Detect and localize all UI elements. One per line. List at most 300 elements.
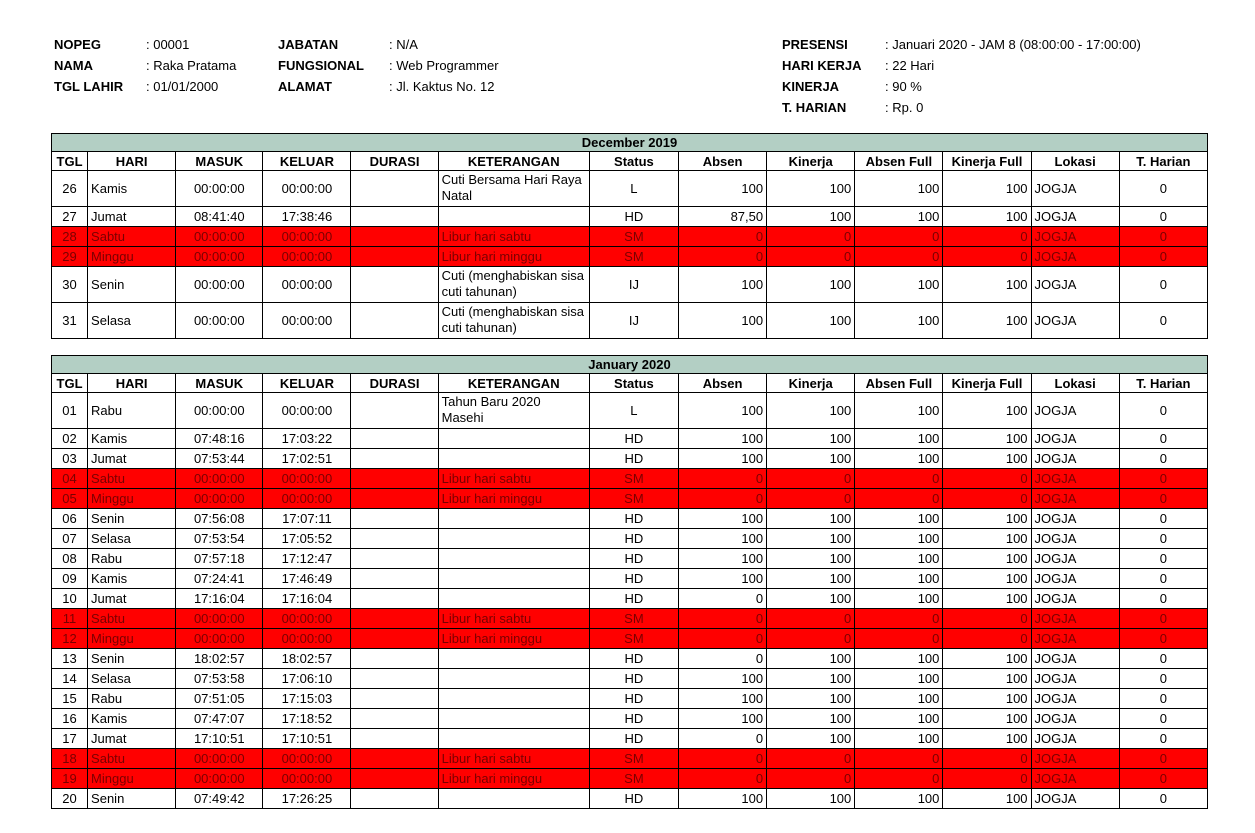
kinerja-full-cell: 100: [943, 449, 1031, 469]
masuk-cell: 07:48:16: [176, 429, 263, 449]
kinerja-full-cell: 100: [943, 303, 1031, 339]
absen-cell: 100: [678, 449, 766, 469]
keterangan-cell: [438, 529, 589, 549]
absen-cell: 100: [678, 549, 766, 569]
tgl-cell: 06: [52, 509, 88, 529]
hari-cell: Senin: [88, 649, 176, 669]
masuk-cell: 00:00:00: [176, 769, 263, 789]
lokasi-cell: JOGJA: [1031, 227, 1119, 247]
kinerja-cell: 0: [767, 769, 855, 789]
table-row: [52, 609, 1208, 629]
kinerja-full-cell: 100: [943, 529, 1031, 549]
t-harian-cell: 0: [1119, 393, 1207, 429]
hari-cell: Jumat: [88, 449, 176, 469]
status-cell: SM: [589, 247, 678, 267]
status-cell: HD: [589, 529, 678, 549]
masuk-cell: 18:02:57: [176, 649, 263, 669]
hari-cell: Senin: [88, 267, 176, 303]
lokasi-cell: JOGJA: [1031, 171, 1119, 207]
kinerja-cell: 100: [767, 549, 855, 569]
absen-full-cell: 100: [855, 429, 943, 449]
keterangan-cell: [438, 207, 589, 227]
employee-info-left: [54, 36, 236, 99]
alamat-label: ALAMAT: [278, 79, 332, 94]
column-header: Lokasi: [1031, 374, 1119, 393]
tgl-cell: 28: [52, 227, 88, 247]
keterangan-cell: Libur hari sabtu: [438, 227, 589, 247]
status-cell: HD: [589, 649, 678, 669]
status-cell: IJ: [589, 267, 678, 303]
kinerja-cell: 0: [767, 469, 855, 489]
hari-cell: Sabtu: [88, 469, 176, 489]
absen-full-cell: 100: [855, 529, 943, 549]
absen-full-cell: 100: [855, 207, 943, 227]
lokasi-cell: JOGJA: [1031, 789, 1119, 809]
lokasi-cell: JOGJA: [1031, 529, 1119, 549]
table-row: [52, 729, 1208, 749]
lokasi-cell: JOGJA: [1031, 769, 1119, 789]
table-row: [52, 769, 1208, 789]
kinerja-full-cell: 0: [943, 629, 1031, 649]
kinerja-full-cell: 0: [943, 489, 1031, 509]
table-row: [52, 449, 1208, 469]
kinerja-cell: 100: [767, 729, 855, 749]
column-header: Absen Full: [855, 152, 943, 171]
keterangan-cell: Cuti Bersama Hari Raya Natal: [438, 171, 589, 207]
t-harian-cell: 0: [1119, 529, 1207, 549]
hari-cell: Jumat: [88, 729, 176, 749]
hari-cell: Kamis: [88, 709, 176, 729]
tgl-cell: 05: [52, 489, 88, 509]
keluar-cell: 17:02:51: [263, 449, 351, 469]
table-row: [52, 227, 1208, 247]
lokasi-cell: JOGJA: [1031, 689, 1119, 709]
kinerja-full-cell: 0: [943, 749, 1031, 769]
lokasi-cell: JOGJA: [1031, 207, 1119, 227]
column-header: Lokasi: [1031, 152, 1119, 171]
hari-cell: Selasa: [88, 529, 176, 549]
keterangan-cell: Cuti (menghabiskan sisa cuti tahunan): [438, 303, 589, 339]
t-harian-cell: 0: [1119, 489, 1207, 509]
lokasi-cell: JOGJA: [1031, 393, 1119, 429]
table-row: [52, 529, 1208, 549]
masuk-cell: 00:00:00: [176, 247, 263, 267]
t-harian-cell: 0: [1119, 749, 1207, 769]
keluar-cell: 00:00:00: [263, 227, 351, 247]
status-cell: HD: [589, 549, 678, 569]
keluar-cell: 17:15:03: [263, 689, 351, 709]
status-cell: HD: [589, 429, 678, 449]
kinerja-full-cell: 100: [943, 429, 1031, 449]
table-row: [52, 469, 1208, 489]
absen-full-cell: 0: [855, 769, 943, 789]
status-cell: HD: [589, 569, 678, 589]
tgl-cell: 09: [52, 569, 88, 589]
absen-cell: 100: [678, 689, 766, 709]
absen-full-cell: 100: [855, 789, 943, 809]
absen-cell: 0: [678, 609, 766, 629]
lokasi-cell: JOGJA: [1031, 449, 1119, 469]
durasi-cell: [351, 429, 438, 449]
table-row: [52, 429, 1208, 449]
keterangan-cell: [438, 649, 589, 669]
absen-cell: 100: [678, 529, 766, 549]
attendance-table: [51, 355, 1208, 809]
absen-full-cell: 100: [855, 689, 943, 709]
hari-cell: Kamis: [88, 569, 176, 589]
absen-full-cell: 100: [855, 171, 943, 207]
masuk-cell: 00:00:00: [176, 609, 263, 629]
lokasi-cell: JOGJA: [1031, 303, 1119, 339]
tgl-cell: 01: [52, 393, 88, 429]
keterangan-cell: Cuti (menghabiskan sisa cuti tahunan): [438, 267, 589, 303]
t-harian-cell: 0: [1119, 569, 1207, 589]
masuk-cell: 00:00:00: [176, 489, 263, 509]
kinerja-cell: 100: [767, 207, 855, 227]
keterangan-cell: Libur hari minggu: [438, 489, 589, 509]
kinerja-full-cell: 100: [943, 649, 1031, 669]
column-header: Absen: [678, 374, 766, 393]
hari-cell: Kamis: [88, 429, 176, 449]
t-harian-cell: 0: [1119, 171, 1207, 207]
kinerja-cell: 0: [767, 629, 855, 649]
table-row: [52, 207, 1208, 227]
absen-cell: 0: [678, 729, 766, 749]
masuk-cell: 00:00:00: [176, 749, 263, 769]
absen-full-cell: 100: [855, 729, 943, 749]
t-harian-value: : Rp. 0: [885, 100, 924, 115]
nama-value: : Raka Pratama: [146, 58, 237, 73]
kinerja-full-cell: 100: [943, 669, 1031, 689]
keterangan-cell: [438, 569, 589, 589]
absen-full-cell: 0: [855, 489, 943, 509]
durasi-cell: [351, 549, 438, 569]
durasi-cell: [351, 303, 438, 339]
durasi-cell: [351, 449, 438, 469]
durasi-cell: [351, 569, 438, 589]
masuk-cell: 00:00:00: [176, 629, 263, 649]
lokasi-cell: JOGJA: [1031, 489, 1119, 509]
tgl-cell: 12: [52, 629, 88, 649]
table-row: [52, 689, 1208, 709]
keterangan-cell: [438, 689, 589, 709]
absen-cell: 100: [678, 669, 766, 689]
nopeg-value: : 00001: [146, 37, 190, 52]
kinerja-full-cell: 100: [943, 729, 1031, 749]
keterangan-cell: Libur hari sabtu: [438, 749, 589, 769]
hari-cell: Minggu: [88, 247, 176, 267]
keluar-cell: 17:05:52: [263, 529, 351, 549]
kinerja-cell: 100: [767, 429, 855, 449]
table-row: [52, 629, 1208, 649]
fungsional-value: : Web Programmer: [389, 58, 499, 73]
t-harian-cell: 0: [1119, 769, 1207, 789]
kinerja-cell: 0: [767, 609, 855, 629]
absen-full-cell: 0: [855, 469, 943, 489]
absen-cell: 87,50: [678, 207, 766, 227]
tgl-cell: 11: [52, 609, 88, 629]
tgl-lahir-label: TGL LAHIR: [54, 79, 124, 94]
absen-cell: 100: [678, 303, 766, 339]
absen-full-cell: 100: [855, 509, 943, 529]
absen-full-cell: 100: [855, 393, 943, 429]
hari-cell: Minggu: [88, 489, 176, 509]
tgl-cell: 26: [52, 171, 88, 207]
status-cell: SM: [589, 227, 678, 247]
column-header: KETERANGAN: [438, 152, 589, 171]
nama-label: NAMA: [54, 58, 93, 73]
lokasi-cell: JOGJA: [1031, 509, 1119, 529]
absen-full-cell: 0: [855, 629, 943, 649]
t-harian-cell: 0: [1119, 649, 1207, 669]
t-harian-cell: 0: [1119, 207, 1207, 227]
kinerja-cell: 0: [767, 247, 855, 267]
durasi-cell: [351, 769, 438, 789]
table-row: [52, 789, 1208, 809]
table-row: [52, 509, 1208, 529]
durasi-cell: [351, 171, 438, 207]
keterangan-cell: [438, 669, 589, 689]
t-harian-cell: 0: [1119, 609, 1207, 629]
hari-cell: Sabtu: [88, 609, 176, 629]
column-header: Absen Full: [855, 374, 943, 393]
kinerja-full-cell: 100: [943, 171, 1031, 207]
kinerja-full-cell: 0: [943, 247, 1031, 267]
keluar-cell: 17:38:46: [263, 207, 351, 227]
absen-full-cell: 100: [855, 569, 943, 589]
absen-full-cell: 100: [855, 303, 943, 339]
masuk-cell: 07:53:58: [176, 669, 263, 689]
absen-cell: 0: [678, 769, 766, 789]
durasi-cell: [351, 689, 438, 709]
masuk-cell: 00:00:00: [176, 267, 263, 303]
absen-cell: 0: [678, 629, 766, 649]
status-cell: SM: [589, 769, 678, 789]
status-cell: HD: [589, 729, 678, 749]
masuk-cell: 07:49:42: [176, 789, 263, 809]
kinerja-full-cell: 100: [943, 589, 1031, 609]
tgl-cell: 17: [52, 729, 88, 749]
hari-cell: Jumat: [88, 589, 176, 609]
absen-cell: 100: [678, 709, 766, 729]
keterangan-cell: Libur hari minggu: [438, 629, 589, 649]
tgl-cell: 31: [52, 303, 88, 339]
durasi-cell: [351, 469, 438, 489]
keterangan-cell: Tahun Baru 2020 Masehi: [438, 393, 589, 429]
hari-cell: Kamis: [88, 171, 176, 207]
table-row: [52, 171, 1208, 207]
lokasi-cell: JOGJA: [1031, 629, 1119, 649]
column-header: KELUAR: [263, 152, 351, 171]
lokasi-cell: JOGJA: [1031, 609, 1119, 629]
column-header: MASUK: [176, 374, 263, 393]
t-harian-cell: 0: [1119, 669, 1207, 689]
keluar-cell: 17:03:22: [263, 429, 351, 449]
durasi-cell: [351, 509, 438, 529]
hari-kerja-value: : 22 Hari: [885, 58, 935, 73]
jabatan-value: : N/A: [389, 37, 418, 52]
t-harian-cell: 0: [1119, 709, 1207, 729]
kinerja-full-cell: 0: [943, 769, 1031, 789]
t-harian-cell: 0: [1119, 549, 1207, 569]
keluar-cell: 17:16:04: [263, 589, 351, 609]
keluar-cell: 00:00:00: [263, 247, 351, 267]
keterangan-cell: Libur hari minggu: [438, 769, 589, 789]
nopeg-label: NOPEG: [54, 37, 101, 52]
t-harian-cell: 0: [1119, 689, 1207, 709]
column-header: Status: [589, 152, 678, 171]
lokasi-cell: JOGJA: [1031, 669, 1119, 689]
lokasi-cell: JOGJA: [1031, 589, 1119, 609]
keluar-cell: 00:00:00: [263, 303, 351, 339]
t-harian-cell: 0: [1119, 429, 1207, 449]
absen-full-cell: 100: [855, 267, 943, 303]
hari-cell: Selasa: [88, 303, 176, 339]
kinerja-cell: 100: [767, 709, 855, 729]
keterangan-cell: [438, 589, 589, 609]
kinerja-full-cell: 100: [943, 569, 1031, 589]
keterangan-cell: [438, 449, 589, 469]
table-row: [52, 267, 1208, 303]
tgl-lahir-value: : 01/01/2000: [146, 79, 219, 94]
status-cell: IJ: [589, 303, 678, 339]
tgl-cell: 20: [52, 789, 88, 809]
kinerja-full-cell: 100: [943, 393, 1031, 429]
table-row: [52, 247, 1208, 267]
keluar-cell: 17:10:51: [263, 729, 351, 749]
status-cell: HD: [589, 589, 678, 609]
table-row: [52, 589, 1208, 609]
lokasi-cell: JOGJA: [1031, 469, 1119, 489]
hari-cell: Sabtu: [88, 749, 176, 769]
kinerja-cell: 100: [767, 689, 855, 709]
hari-cell: Rabu: [88, 689, 176, 709]
keluar-cell: 17:12:47: [263, 549, 351, 569]
t-harian-cell: 0: [1119, 469, 1207, 489]
masuk-cell: 08:41:40: [176, 207, 263, 227]
durasi-cell: [351, 589, 438, 609]
t-harian-cell: 0: [1119, 449, 1207, 469]
keterangan-cell: [438, 729, 589, 749]
absen-cell: 0: [678, 227, 766, 247]
keterangan-cell: Libur hari sabtu: [438, 609, 589, 629]
absen-cell: 100: [678, 429, 766, 449]
column-header: DURASI: [351, 152, 438, 171]
lokasi-cell: JOGJA: [1031, 729, 1119, 749]
durasi-cell: [351, 247, 438, 267]
keluar-cell: 17:06:10: [263, 669, 351, 689]
kinerja-full-cell: 100: [943, 509, 1031, 529]
kinerja-cell: 100: [767, 589, 855, 609]
tgl-cell: 14: [52, 669, 88, 689]
hari-cell: Rabu: [88, 393, 176, 429]
durasi-cell: [351, 729, 438, 749]
kinerja-cell: 100: [767, 569, 855, 589]
masuk-cell: 07:53:44: [176, 449, 263, 469]
tgl-cell: 16: [52, 709, 88, 729]
status-cell: HD: [589, 709, 678, 729]
keluar-cell: 17:07:11: [263, 509, 351, 529]
masuk-cell: 00:00:00: [176, 171, 263, 207]
hari-cell: Selasa: [88, 669, 176, 689]
keluar-cell: 00:00:00: [263, 769, 351, 789]
durasi-cell: [351, 529, 438, 549]
keterangan-cell: [438, 789, 589, 809]
durasi-cell: [351, 629, 438, 649]
kinerja-full-cell: 100: [943, 207, 1031, 227]
status-cell: SM: [589, 609, 678, 629]
absen-cell: 100: [678, 267, 766, 303]
kinerja-cell: 100: [767, 393, 855, 429]
presensi-label: PRESENSI: [782, 37, 848, 52]
masuk-cell: 07:53:54: [176, 529, 263, 549]
tgl-cell: 19: [52, 769, 88, 789]
durasi-cell: [351, 709, 438, 729]
status-cell: L: [589, 171, 678, 207]
absen-full-cell: 100: [855, 589, 943, 609]
t-harian-cell: 0: [1119, 509, 1207, 529]
absen-cell: 0: [678, 589, 766, 609]
absen-cell: 100: [678, 509, 766, 529]
keterangan-cell: [438, 549, 589, 569]
absen-full-cell: 100: [855, 709, 943, 729]
durasi-cell: [351, 393, 438, 429]
table-row: [52, 393, 1208, 429]
column-header: T. Harian: [1119, 152, 1207, 171]
t-harian-label: T. HARIAN: [782, 100, 847, 115]
kinerja-cell: 100: [767, 303, 855, 339]
status-cell: SM: [589, 749, 678, 769]
column-header: T. Harian: [1119, 374, 1207, 393]
durasi-cell: [351, 609, 438, 629]
column-header: KETERANGAN: [438, 374, 589, 393]
lokasi-cell: JOGJA: [1031, 247, 1119, 267]
attendance-table: [51, 133, 1208, 339]
tgl-cell: 04: [52, 469, 88, 489]
column-header: Status: [589, 374, 678, 393]
lokasi-cell: JOGJA: [1031, 649, 1119, 669]
masuk-cell: 07:47:07: [176, 709, 263, 729]
column-header: TGL: [52, 374, 88, 393]
kinerja-cell: 0: [767, 227, 855, 247]
absen-cell: 100: [678, 171, 766, 207]
column-header: Kinerja: [767, 152, 855, 171]
keluar-cell: 00:00:00: [263, 749, 351, 769]
absen-full-cell: 0: [855, 247, 943, 267]
table-row: [52, 669, 1208, 689]
kinerja-label: KINERJA: [782, 79, 840, 94]
durasi-cell: [351, 669, 438, 689]
absen-cell: 100: [678, 569, 766, 589]
kinerja-cell: 100: [767, 529, 855, 549]
keluar-cell: 17:18:52: [263, 709, 351, 729]
masuk-cell: 07:24:41: [176, 569, 263, 589]
table-row: [52, 303, 1208, 339]
hari-cell: Senin: [88, 789, 176, 809]
masuk-cell: 00:00:00: [176, 227, 263, 247]
keluar-cell: 00:00:00: [263, 469, 351, 489]
status-cell: HD: [589, 789, 678, 809]
kinerja-cell: 100: [767, 509, 855, 529]
t-harian-cell: 0: [1119, 303, 1207, 339]
masuk-cell: 00:00:00: [176, 469, 263, 489]
t-harian-cell: 0: [1119, 789, 1207, 809]
keterangan-cell: [438, 709, 589, 729]
durasi-cell: [351, 789, 438, 809]
lokasi-cell: JOGJA: [1031, 749, 1119, 769]
masuk-cell: 00:00:00: [176, 303, 263, 339]
masuk-cell: 07:51:05: [176, 689, 263, 709]
